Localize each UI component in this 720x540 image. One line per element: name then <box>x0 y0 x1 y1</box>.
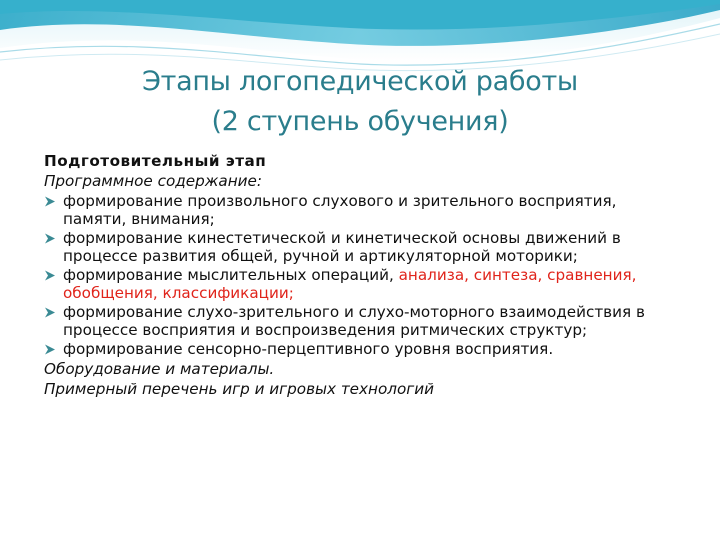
slide-content <box>44 152 684 398</box>
bullet-text: формирование сенсорно-перцептивного уровня восприятия. <box>63 340 554 358</box>
equipment-label: Оборудование и материалы. <box>44 360 275 378</box>
bullet-text: формирование мыслительных операций, <box>63 266 399 284</box>
section-heading: Подготовительный этап <box>44 152 267 170</box>
bullet-highlight: анализа, синтеза, сравнения, обобщения, классификации; <box>63 266 637 302</box>
list-item <box>44 192 684 228</box>
arrowhead-bullet-icon <box>44 344 56 355</box>
bullet-text: формирование произвольного слухового и зрительного восприятия, памяти, внимания; <box>63 192 617 228</box>
list-item <box>44 303 684 339</box>
bullet-list <box>44 192 684 358</box>
arrowhead-bullet-icon <box>44 196 56 207</box>
list-item <box>44 266 684 302</box>
games-label: Примерный перечень игр и игровых технологий <box>44 380 434 398</box>
bullet-text: формирование слухо-зрительного и слухо-моторного взаимодействия в процессе восприятия и воспроизведения ритмических структур; <box>63 303 645 339</box>
program-label: Программное содержание: <box>44 172 262 190</box>
arrowhead-bullet-icon <box>44 270 56 281</box>
slide-title <box>0 62 720 142</box>
title-line-1: Этапы логопедической работы <box>142 66 578 97</box>
arrowhead-bullet-icon <box>44 307 56 318</box>
bullet-text: формирование кинестетической и кинетической основы движений в процессе развития общей, ручной и артикуляторной моторики; <box>63 229 621 265</box>
list-item <box>44 229 684 265</box>
list-item <box>44 340 684 358</box>
title-line-2: (2 ступень обучения) <box>211 106 509 137</box>
arrowhead-bullet-icon <box>44 233 56 244</box>
